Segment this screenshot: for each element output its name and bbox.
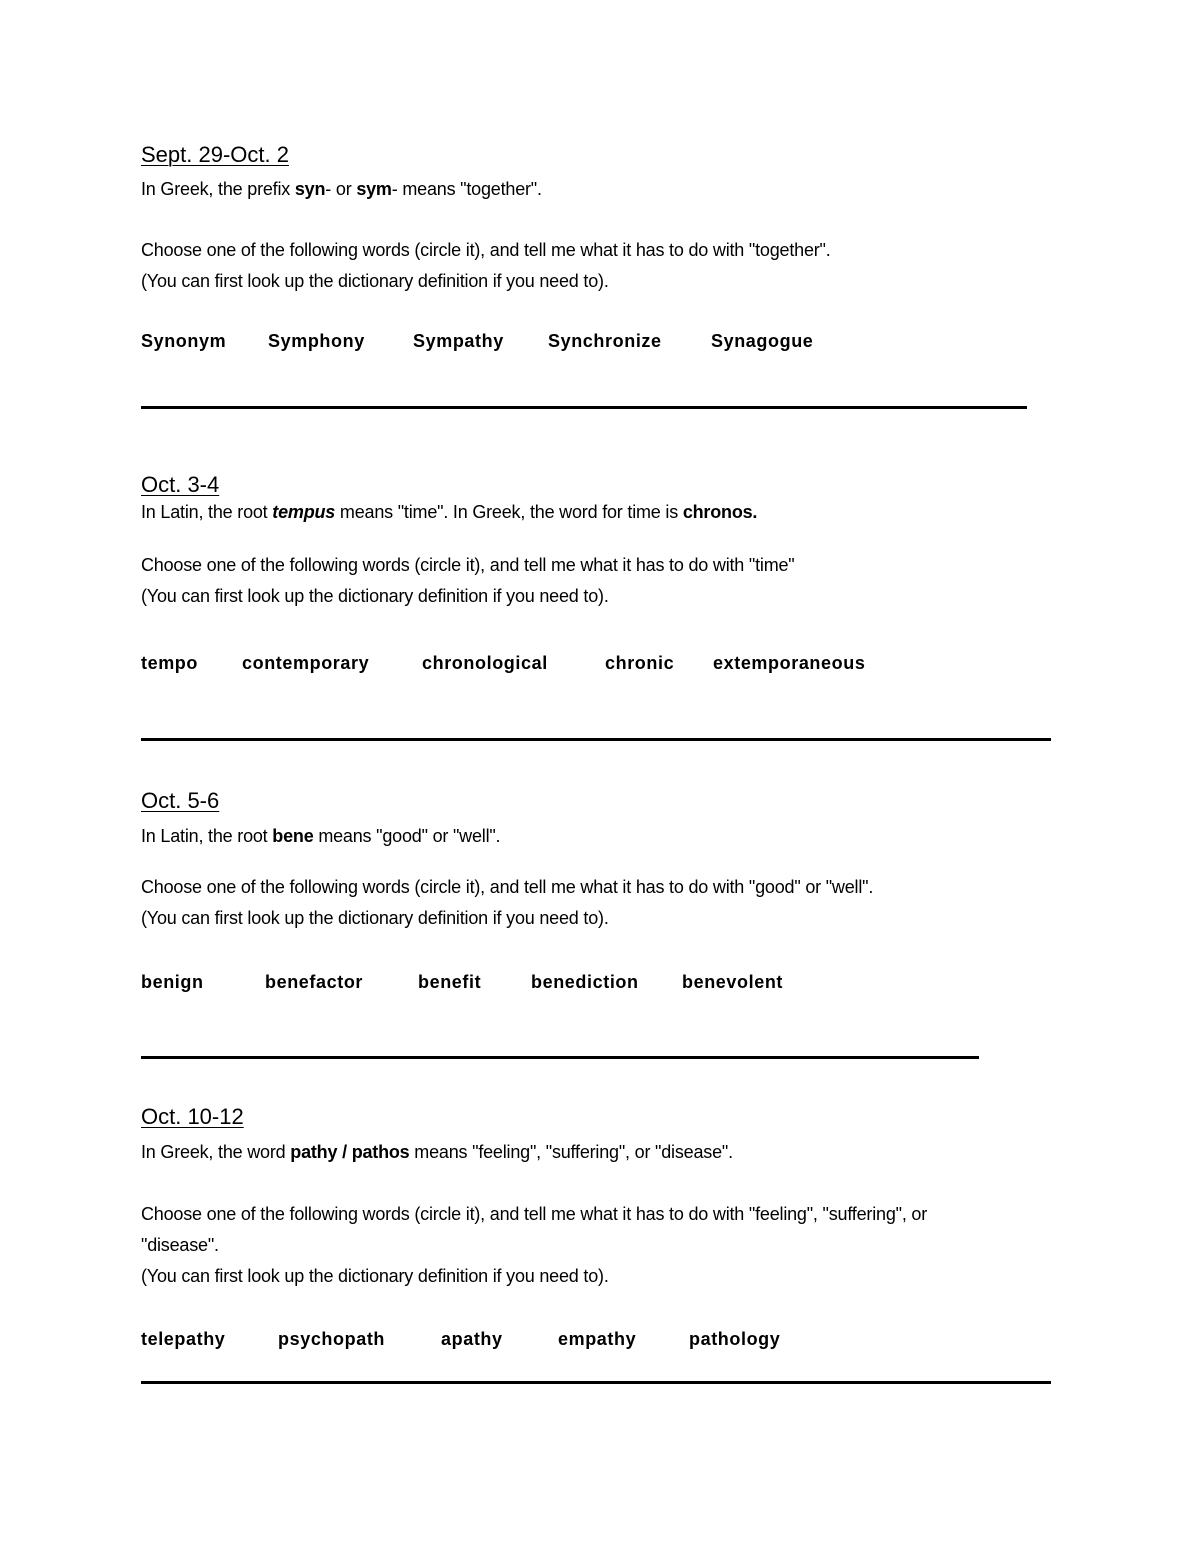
section-instruction: Choose one of the following words (circle it), and tell me what it has to do with "together". <box>141 240 831 260</box>
word-choices <box>141 1329 1041 1353</box>
word-choices <box>141 331 1041 355</box>
section-instruction: Choose one of the following words (circle it), and tell me what it has to do with "feeling", "suffering", or <box>141 1204 928 1224</box>
word-choice[interactable]: Synonym <box>141 331 227 351</box>
word-choice[interactable]: benevolent <box>682 972 784 992</box>
section-intro: In Greek, the word pathy / pathos means "feeling", "suffering", or "disease". <box>141 1142 733 1162</box>
root-term: pathy / pathos <box>290 1142 410 1162</box>
word-choice[interactable]: benefactor <box>265 972 364 992</box>
section-heading: Sept. 29-Oct. 2 <box>141 142 289 167</box>
word-choice[interactable]: Synchronize <box>548 331 662 351</box>
root-term: tempus <box>272 502 336 522</box>
word-choice[interactable]: Sympathy <box>413 331 504 351</box>
word-choice[interactable]: chronic <box>605 653 675 673</box>
word-choice[interactable]: Symphony <box>268 331 365 351</box>
section-intro: In Latin, the root bene means "good" or "well". <box>141 826 501 846</box>
word-choice[interactable]: psychopath <box>278 1329 386 1349</box>
prefix-term: syn <box>294 179 326 199</box>
answer-line[interactable] <box>141 738 1051 741</box>
word-choices <box>141 653 1041 677</box>
root-term: chronos. <box>682 502 758 522</box>
prefix-term: sym <box>356 179 392 199</box>
root-term: bene <box>272 826 314 846</box>
word-choice[interactable]: Synagogue <box>711 331 814 351</box>
section-note: (You can first look up the dictionary definition if you need to). <box>141 586 609 606</box>
section-note: (You can first look up the dictionary definition if you need to). <box>141 271 609 291</box>
section-intro: In Latin, the root tempus means "time". In Greek, the word for time is chronos. <box>141 502 758 522</box>
word-choices <box>141 972 1041 996</box>
section-heading: Oct. 10-12 <box>141 1104 244 1129</box>
word-choice[interactable]: apathy <box>441 1329 503 1349</box>
answer-line[interactable] <box>141 1381 1051 1384</box>
section-heading: Oct. 5-6 <box>141 788 220 813</box>
section-heading: Oct. 3-4 <box>141 472 220 497</box>
word-choice[interactable]: telepathy <box>141 1329 226 1349</box>
word-choice[interactable]: benefit <box>418 972 482 992</box>
word-choice[interactable]: benediction <box>531 972 639 992</box>
word-choice[interactable]: empathy <box>558 1329 637 1349</box>
word-choice[interactable]: benign <box>141 972 204 992</box>
word-choice[interactable]: contemporary <box>242 653 370 673</box>
section-instruction: Choose one of the following words (circle it), and tell me what it has to do with "time" <box>141 555 795 575</box>
section-note: (You can first look up the dictionary definition if you need to). <box>141 1266 609 1286</box>
answer-line[interactable] <box>141 1056 979 1059</box>
word-choice[interactable]: pathology <box>689 1329 781 1349</box>
section-instruction: Choose one of the following words (circle it), and tell me what it has to do with "good" or "well". <box>141 877 874 897</box>
word-choice[interactable]: tempo <box>141 653 198 673</box>
word-choice[interactable]: extemporaneous <box>713 653 866 673</box>
section-intro: In Greek, the prefix syn- or sym- means "together". <box>141 179 542 199</box>
section-note: (You can first look up the dictionary definition if you need to). <box>141 908 609 928</box>
word-choice[interactable]: chronological <box>422 653 548 673</box>
answer-line[interactable] <box>141 406 1027 409</box>
section-instruction-continued: "disease". <box>141 1235 219 1255</box>
